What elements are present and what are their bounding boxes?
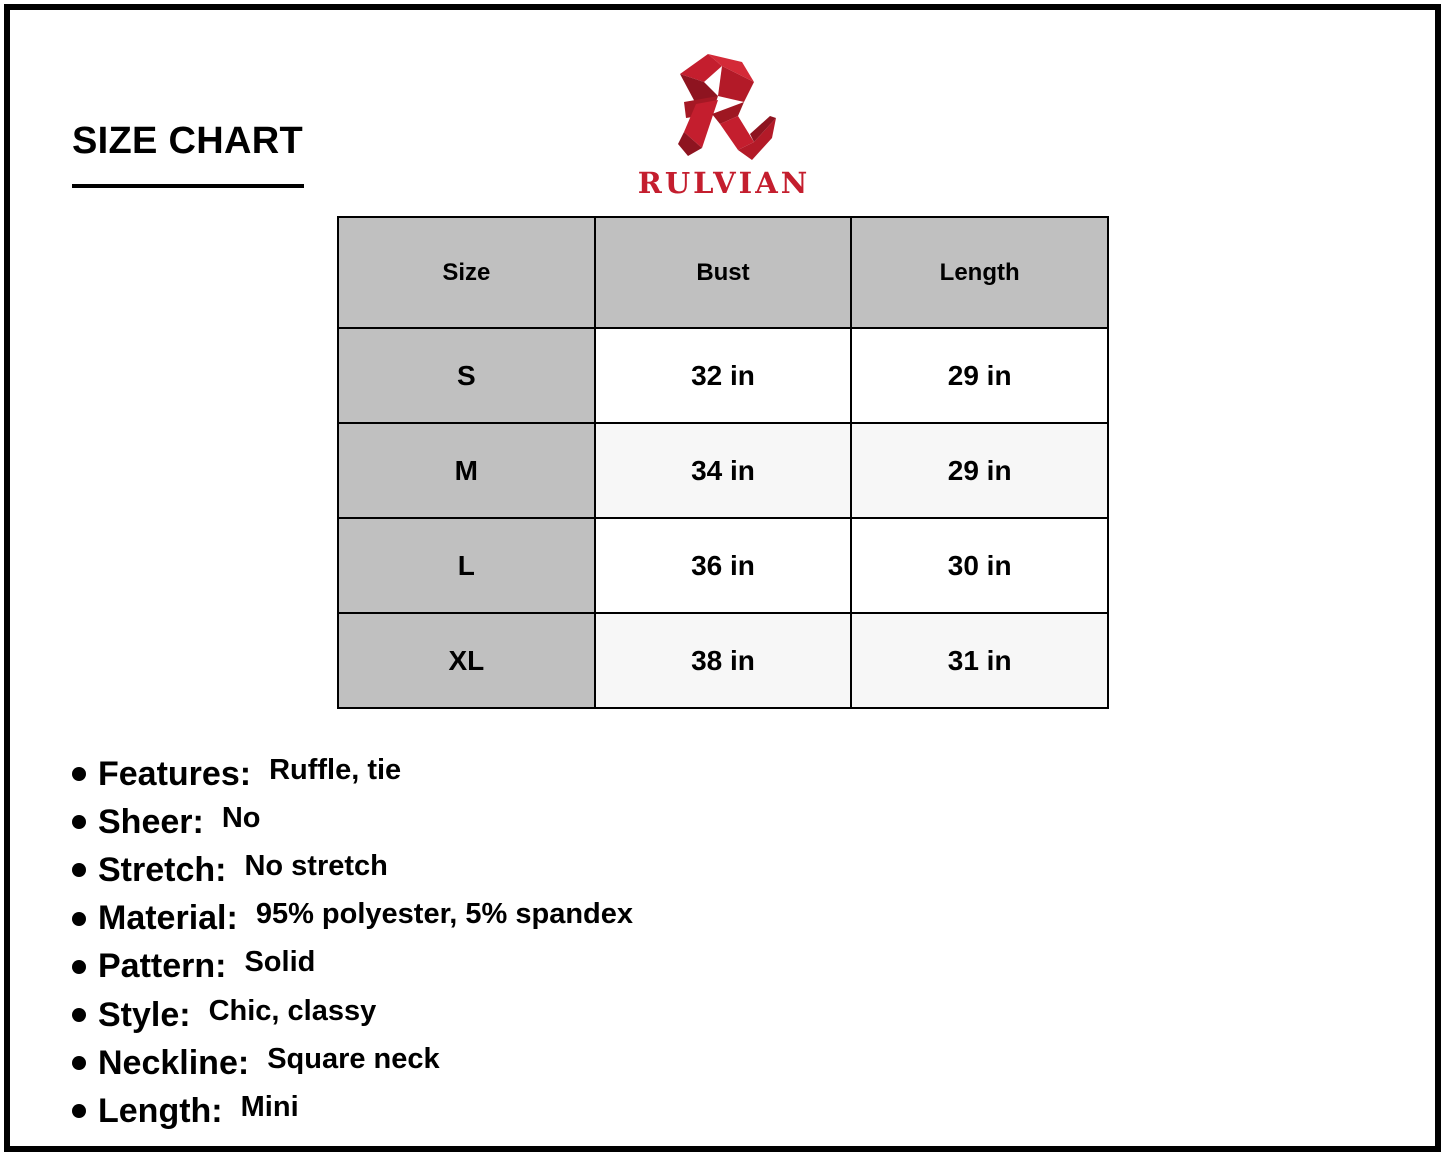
length-cell: 29 in xyxy=(851,423,1108,518)
spec-label: Style: xyxy=(98,995,191,1034)
bust-cell: 38 in xyxy=(595,613,852,708)
bullet-icon xyxy=(72,1008,86,1022)
bust-cell: 34 in xyxy=(595,423,852,518)
spec-label: Material: xyxy=(98,899,238,938)
table-row xyxy=(338,518,1108,613)
title-underline xyxy=(72,184,304,188)
spec-style xyxy=(70,991,633,1039)
length-cell: 31 in xyxy=(851,613,1108,708)
spec-stretch xyxy=(70,846,633,894)
size-cell: M xyxy=(338,423,595,518)
spec-label: Features: xyxy=(98,754,252,793)
size-cell: XL xyxy=(338,613,595,708)
spec-label: Pattern: xyxy=(98,947,227,986)
spec-neckline xyxy=(70,1039,633,1087)
spec-label: Stretch: xyxy=(98,850,227,889)
spec-value: No xyxy=(221,801,261,834)
size-cell: S xyxy=(338,328,595,423)
size-table xyxy=(337,216,1109,709)
column-header-length: Length xyxy=(851,217,1108,328)
length-cell: 29 in xyxy=(851,328,1108,423)
bullet-icon xyxy=(72,1056,86,1070)
spec-value: 95% polyester, 5% spandex xyxy=(255,898,634,931)
bust-cell: 36 in xyxy=(595,518,852,613)
column-header-size: Size xyxy=(338,217,595,328)
brand-name: RULVIAN xyxy=(637,166,811,200)
bullet-icon xyxy=(72,767,86,781)
spec-value: No stretch xyxy=(244,849,388,882)
spec-sheer xyxy=(70,798,633,846)
spec-label: Length: xyxy=(98,1091,223,1130)
spec-value: Solid xyxy=(244,946,316,979)
length-cell: 30 in xyxy=(851,518,1108,613)
spec-label: Neckline: xyxy=(98,1043,250,1082)
spec-pattern xyxy=(70,943,633,991)
spec-value: Square neck xyxy=(267,1042,440,1075)
page-title: SIZE CHART xyxy=(72,120,303,162)
column-header-bust: Bust xyxy=(595,217,852,328)
spec-value: Ruffle, tie xyxy=(269,753,402,786)
bust-cell: 32 in xyxy=(595,328,852,423)
spec-material xyxy=(70,895,633,943)
bullet-icon xyxy=(72,863,86,877)
bullet-icon xyxy=(72,912,86,926)
spec-value: Chic, classy xyxy=(208,994,377,1027)
bullet-icon xyxy=(72,960,86,974)
spec-value: Mini xyxy=(240,1090,299,1123)
size-cell: L xyxy=(338,518,595,613)
bullet-icon xyxy=(72,815,86,829)
spec-length xyxy=(70,1087,633,1135)
table-row xyxy=(338,613,1108,708)
spec-list xyxy=(70,750,633,1136)
spec-features xyxy=(70,750,633,798)
table-row xyxy=(338,328,1108,423)
table-row xyxy=(338,423,1108,518)
table-header-row xyxy=(338,217,1108,328)
bullet-icon xyxy=(72,1104,86,1118)
spec-label: Sheer: xyxy=(98,802,204,841)
